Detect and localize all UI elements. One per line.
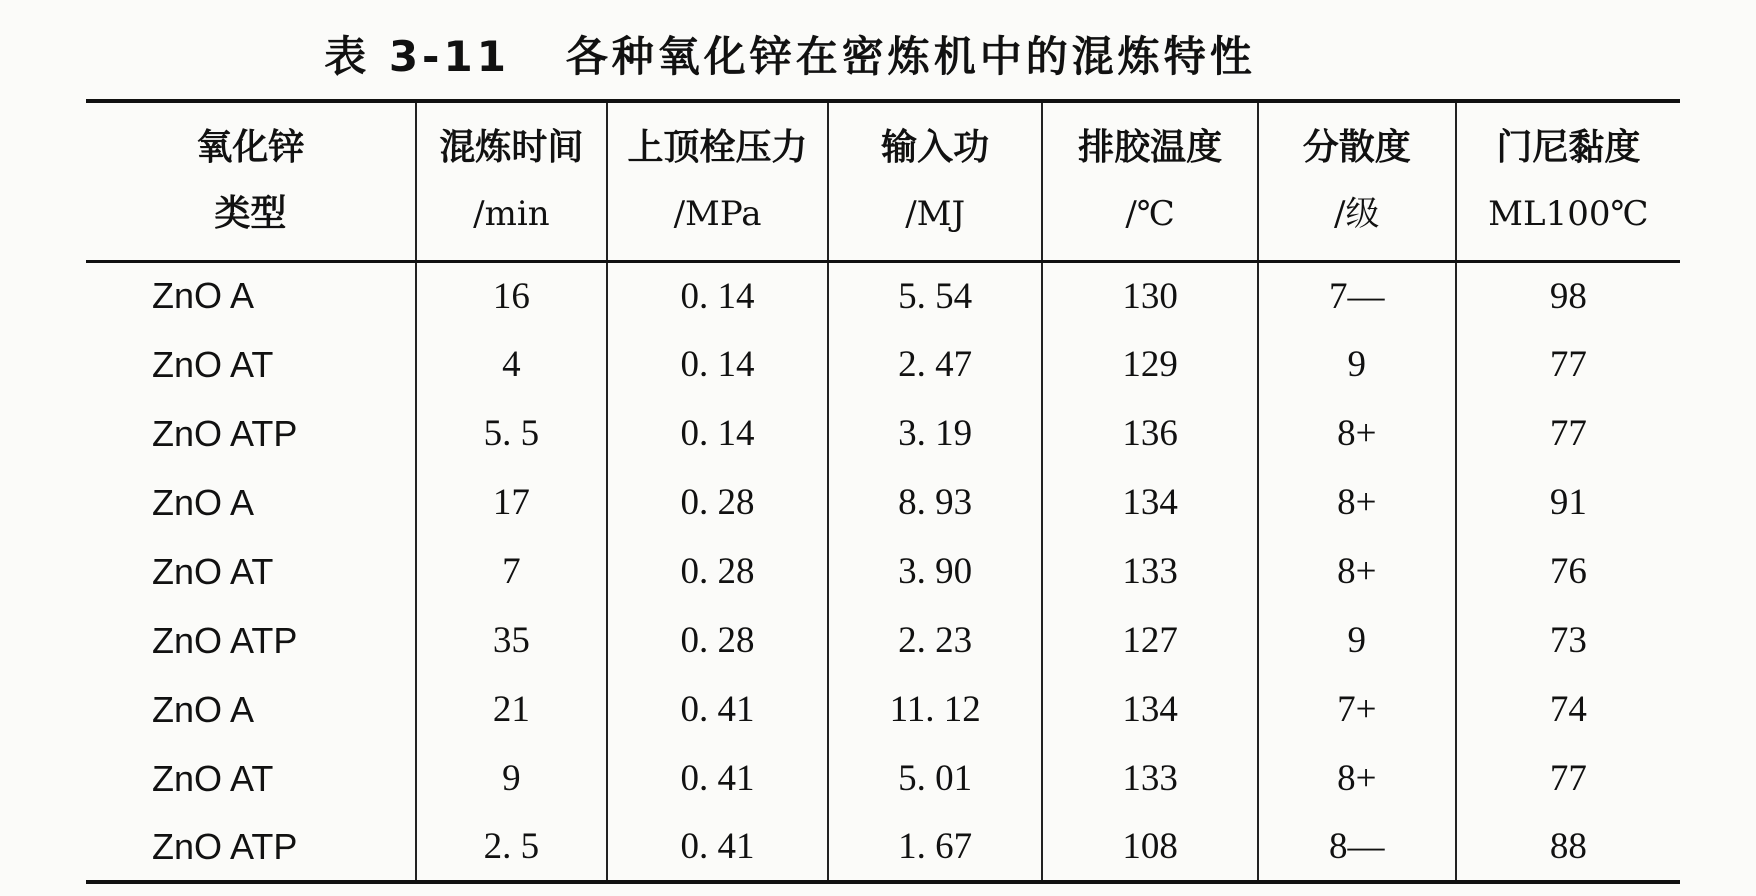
cell-discharge-temperature: 133 [1042, 537, 1257, 606]
cell-dispersion: 8+ [1258, 537, 1456, 606]
table-row [86, 330, 1680, 399]
cell-mixing-time: 7 [416, 537, 607, 606]
cell-dispersion: 8+ [1258, 468, 1456, 537]
cell-zno-type: ZnO ATP [86, 813, 416, 882]
column-header-discharge-temperature [1042, 101, 1257, 261]
cell-ram-pressure: 0. 41 [607, 744, 828, 813]
cell-discharge-temperature: 134 [1042, 675, 1257, 744]
column-header-unit: ML100℃ [1488, 194, 1649, 235]
cell-input-work: 5. 54 [828, 261, 1042, 330]
cell-dispersion: 9 [1258, 330, 1456, 399]
cell-dispersion: 7+ [1258, 675, 1456, 744]
cell-ram-pressure: 0. 41 [607, 675, 828, 744]
cell-mooney-viscosity: 88 [1456, 813, 1680, 882]
column-header-ram-pressure [607, 101, 828, 261]
cell-zno-type: ZnO AT [152, 550, 274, 592]
cell-discharge-temperature: 129 [1042, 330, 1257, 399]
cell-input-work: 1. 67 [828, 813, 1042, 882]
column-header-dispersion [1258, 101, 1456, 261]
cell-discharge-temperature: 108 [1042, 813, 1257, 882]
table-row [86, 261, 1680, 330]
column-header-name: 输入功 [881, 127, 990, 169]
table-row [86, 813, 1680, 882]
cell-zno-type: ZnO A [152, 481, 255, 523]
table-row [86, 606, 1680, 675]
cell-input-work: 8. 93 [828, 468, 1042, 537]
cell-ram-pressure: 0. 14 [607, 399, 828, 468]
column-header-unit: /min [473, 194, 550, 235]
cell-dispersion: 7— [1258, 261, 1456, 330]
cell-discharge-temperature: 136 [1042, 399, 1257, 468]
table-row [86, 675, 1680, 744]
cell-mooney-viscosity: 73 [1456, 606, 1680, 675]
column-header-unit: 类型 [214, 193, 287, 235]
mixing-characteristics-table [86, 99, 1680, 884]
cell-mooney-viscosity: 77 [1456, 399, 1680, 468]
table-header-row [86, 101, 1680, 261]
cell-zno-type: ZnO AT [152, 343, 274, 385]
column-header-name: 混炼时间 [439, 127, 584, 169]
table-row [86, 537, 1680, 606]
cell-discharge-temperature: 127 [1042, 606, 1257, 675]
column-header-mixing-time [416, 101, 607, 261]
cell-input-work: 2. 47 [828, 330, 1042, 399]
table-row [86, 399, 1680, 468]
column-header-zno-type [86, 101, 416, 261]
cell-input-work: 2. 23 [828, 606, 1042, 675]
cell-discharge-temperature: 134 [1042, 468, 1257, 537]
cell-mixing-time: 16 [416, 261, 607, 330]
cell-input-work: 3. 90 [828, 537, 1042, 606]
cell-dispersion: 8— [1258, 813, 1456, 882]
cell-ram-pressure: 0. 28 [607, 606, 828, 675]
cell-input-work: 5. 01 [828, 744, 1042, 813]
cell-dispersion: 9 [1258, 606, 1456, 675]
cell-mixing-time: 5. 5 [416, 399, 607, 468]
cell-zno-type: ZnO ATP [152, 412, 298, 454]
cell-mixing-time: 9 [416, 744, 607, 813]
cell-dispersion: 8+ [1258, 744, 1456, 813]
cell-zno-type: ZnO AT [152, 757, 274, 799]
cell-mixing-time: 17 [416, 468, 607, 537]
table-row [86, 468, 1680, 537]
table-row [86, 744, 1680, 813]
column-header-input-work [828, 101, 1042, 261]
cell-mixing-time: 4 [416, 330, 607, 399]
cell-dispersion: 8+ [1258, 399, 1456, 468]
column-header-name: 氧化锌 [196, 127, 305, 169]
cell-ram-pressure: 0. 28 [607, 537, 828, 606]
cell-discharge-temperature: 133 [1042, 744, 1257, 813]
cell-mixing-time: 35 [416, 606, 607, 675]
cell-mixing-time: 2. 5 [416, 813, 607, 882]
cell-ram-pressure: 0. 41 [607, 813, 828, 882]
cell-mooney-viscosity: 91 [1456, 468, 1680, 537]
cell-zno-type: ZnO A [152, 688, 255, 730]
cell-ram-pressure: 0. 14 [607, 261, 828, 330]
cell-mixing-time: 21 [416, 675, 607, 744]
cell-mooney-viscosity: 76 [1456, 537, 1680, 606]
column-header-name: 分散度 [1302, 127, 1411, 169]
column-header-unit: /MPa [673, 194, 762, 235]
cell-zno-type: ZnO ATP [152, 619, 298, 661]
cell-ram-pressure: 0. 14 [607, 330, 828, 399]
table-caption: 表 3-11 各种氧化锌在密炼机中的混炼特性 [324, 32, 1256, 81]
column-header-unit: /℃ [1125, 194, 1175, 235]
column-header-name: 门尼黏度 [1496, 127, 1641, 169]
cell-mooney-viscosity: 77 [1456, 744, 1680, 813]
column-header-unit: /MJ [905, 194, 966, 235]
cell-zno-type: ZnO A [152, 275, 255, 317]
cell-input-work: 3. 19 [828, 399, 1042, 468]
column-header-unit: /级 [1334, 194, 1380, 235]
cell-mooney-viscosity: 74 [1456, 675, 1680, 744]
column-header-name: 上顶栓压力 [627, 127, 808, 169]
cell-mooney-viscosity: 98 [1456, 261, 1680, 330]
cell-mooney-viscosity: 77 [1456, 330, 1680, 399]
cell-input-work: 11. 12 [828, 675, 1042, 744]
cell-ram-pressure: 0. 28 [607, 468, 828, 537]
column-header-mooney-viscosity [1456, 101, 1680, 261]
table-container [86, 99, 1680, 884]
cell-discharge-temperature: 130 [1042, 261, 1257, 330]
column-header-name: 排胶温度 [1078, 127, 1223, 169]
